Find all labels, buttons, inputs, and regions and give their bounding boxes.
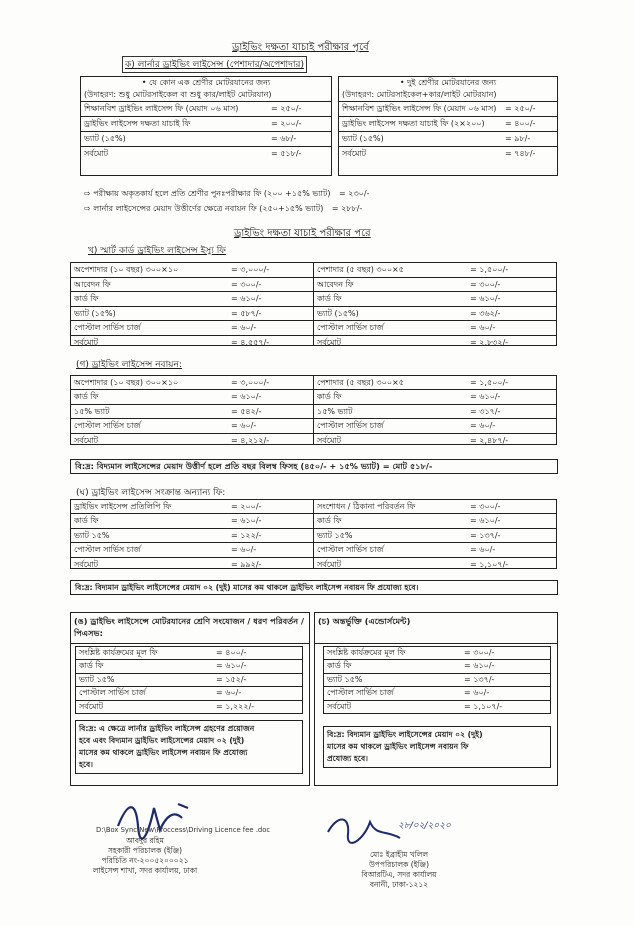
fee-label: পোস্টাল সার্ভিস চার্জ (74, 421, 141, 431)
note-line: আবদুর রহিম (126, 836, 164, 845)
fee-row (314, 390, 556, 404)
fee-row (314, 514, 556, 528)
fee-value: = ১,৫০০/- (470, 265, 509, 274)
fee-label: ড্রাইভিং লাইসেন্স দক্ষতা যাচাই ফি (২×২০০) (342, 119, 485, 128)
fee-label: কার্ড ফি (327, 661, 352, 671)
fee-label: সংশোধন / ঠিকানা পরিবর্তন ফি (317, 502, 416, 511)
fee-row (339, 117, 557, 132)
fee-label: অপেশাদার (১০ বছর) ৩০০×১০ (74, 378, 179, 387)
fee-value: = ৯৯২/- (231, 559, 262, 569)
fee-label: কার্ড ফি (79, 661, 104, 671)
fee-row (324, 647, 550, 660)
fee-value: = ৬১০/- (231, 392, 262, 402)
fee-value: = ৬১০/- (216, 661, 247, 671)
fee-value: = ৫৪২/- (231, 406, 262, 416)
fee-row (76, 701, 302, 713)
note-line: বনানী, ঢাকা-১২১২ (369, 880, 429, 889)
left-signature-block (70, 836, 220, 876)
arrow-text: লার্নার লাইসেন্সের মেয়াদ উত্তীর্ণের ক্ষেত্রে নবায়ন ফি (২৫০+১৫% ভ্যাট) (93, 204, 324, 213)
fee-row (314, 278, 556, 293)
page-title: ড্রাইভিং দক্ষতা যাচাই পরীক্ষার পূর্বে (232, 42, 369, 53)
left-box-example: (উদাহরণ: শুধু মোটরসাইকেল বা শুধু কার/লাইট মোটরযান) (81, 89, 331, 102)
fee-label: সর্বমোট (74, 559, 99, 569)
right-box-example: (উদাহরণ: মোটরসাইকেল+কার/লাইট মোটরযান) (339, 89, 557, 102)
section-d-title: (ঘ) ড্রাইভিং লাইসেন্স সংক্রান্ত অন্যান্য ফি: (76, 488, 226, 498)
fee-label: ভ্যাট ১৫% (79, 674, 115, 684)
signature-date: ২৮/০২/২০২০ (398, 821, 451, 831)
fee-value: = ৬১০/- (470, 392, 501, 402)
section-f-note (323, 726, 551, 768)
fee-row (71, 514, 313, 528)
left-column (71, 376, 314, 444)
fee-value: = ২৫০/- (271, 104, 302, 113)
fee-label: ড্রাইভিং লাইসেন্স দক্ষতা যাচাই ফি (84, 119, 191, 128)
fee-row (314, 263, 556, 278)
fee-row (314, 336, 556, 350)
fee-value: = ১,১০৭/- (464, 701, 503, 711)
fee-row (71, 263, 313, 278)
fee-value: = ৪,২১২/- (231, 435, 270, 445)
fee-value: = ৬১০/- (470, 516, 501, 526)
fee-value: = ৪০০/- (216, 648, 247, 657)
fee-value: = ৬০/- (470, 323, 496, 332)
left-fee-box (80, 76, 332, 176)
fee-value: = ২,৪৮৭/- (470, 435, 509, 445)
note-line: হবে এবং বিদ্যমান ড্রাইভিং লাইসেন্সের মেয়াদ ০২ (দুই) (79, 735, 245, 745)
fee-row (314, 419, 556, 433)
fee-row (71, 405, 313, 419)
note-line: সহকারী পরিচালক (ইঞ্জি) (107, 846, 183, 855)
fee-label: সংশ্লিষ্ট কার্যক্রমের মূল ফি (327, 648, 406, 657)
fee-label: ভ্যাট ১৫% (327, 674, 363, 684)
fee-value: = ৩০০/- (231, 279, 262, 289)
fee-value: = ১৩৭/- (470, 530, 501, 540)
right-column (314, 500, 556, 568)
fee-label: পোস্টাল সার্ভিস চার্জ (317, 421, 384, 431)
note-line: মোঃ ইব্রাহীম খলিল (369, 850, 429, 859)
fee-row (314, 307, 556, 322)
section-d-note: বি:দ্র: বিদ্যমান ড্রাইভিং লাইসেন্সের মেয়াদ ০২ (দুই) মাসের কম থাকলে ড্রাইভিং লাইসেন্স নবায়ন ফি প্রযোজ্য হবে। (70, 580, 558, 595)
fee-row (81, 102, 331, 117)
fee-value: = ৬১০/- (464, 661, 495, 671)
fee-label: কার্ড ফি (74, 294, 99, 303)
fee-label: সর্বমোট (84, 149, 109, 158)
fee-value: = ৬১০/- (231, 294, 262, 303)
fee-label: আবেদন ফি (317, 279, 354, 289)
note-line: মাসের কম থাকলে ড্রাইভিং লাইসেন্স নবায়ন ফি (327, 741, 469, 751)
section-e-box (70, 612, 310, 786)
right-box-heading: • দুই শ্রেণীর মোটরযানের জন্য (399, 78, 497, 87)
section-c-note: বি:দ্র: বিদ্যমান লাইসেন্সের মেয়াদ উত্তীর্ণ হলে প্রতি বছর বিলম্ব ফিসহ (৪৫০/- + ১৫% ভ্যাট) = মোট ৫১৮/- (70, 459, 558, 474)
fee-row (81, 147, 331, 161)
fee-value: = ৪,৫৫৭/- (231, 337, 270, 347)
fee-row (71, 292, 313, 307)
fee-value: = ৬১০/- (470, 294, 501, 303)
fee-label: কার্ড ফি (74, 392, 99, 402)
fee-label: পোস্টাল সার্ভিস চার্জ (327, 688, 394, 698)
fee-label: পেশাদার (৫ বছর) ৩০০×৫ (317, 378, 404, 387)
fee-row (81, 132, 331, 147)
fee-value: = ৬০/- (231, 545, 257, 555)
arrow-text: পরীক্ষায় অকৃতকার্য হলে প্রতি শ্রেণীর পুনঃপরীক্ষার ফি (২০০ +১৫% ভ্যাট) (93, 189, 331, 198)
fee-label: সর্বমোট (317, 559, 342, 569)
right-column (314, 263, 556, 345)
fee-label: ১৫% ভ্যাট (317, 406, 353, 416)
note-line: মাসের কম থাকলে ড্রাইভিং লাইসেন্স নবায়ন ফি প্রযোজ্য (79, 747, 248, 757)
fee-label: শিক্ষানবিশ ড্রাইভিং লাইসেন্স ফি (মেয়াদ ০৬ মাস) (84, 104, 239, 113)
fee-label: ভ্যাট (১৫%) (84, 134, 126, 143)
section-f-title: (চ) অন্তর্ভুক্তি (এন্ডোর্সমেন্ট) (315, 613, 557, 644)
fee-label: পোস্টাল সার্ভিস চার্জ (317, 545, 384, 555)
left-box-heading: • যে কোন এক শ্রেণীর মোটরযানের জন্য (141, 78, 271, 87)
section-c-title: (গ) ড্রাইভিং লাইসেন্স নবায়ন: (76, 360, 182, 370)
note-line: বিআরটিএ, সদর কার্যালয় (361, 870, 437, 879)
fee-row (71, 307, 313, 322)
fee-row (76, 674, 302, 687)
arrow-value: = ২৮৮/- (331, 204, 363, 213)
fee-value: = ৬৮/- (271, 134, 297, 143)
right-signature-icon (320, 808, 410, 848)
fee-row (71, 321, 313, 336)
fee-row (71, 529, 313, 543)
fee-value: = ৩০০/- (470, 279, 501, 289)
fee-row (339, 147, 557, 161)
fee-value: = ২০০/- (271, 119, 302, 128)
fee-label: সর্বমোট (317, 435, 342, 445)
fee-label: ভ্যাট (১৫%) (74, 308, 116, 318)
fee-label: সর্বমোট (327, 701, 352, 711)
fee-row (76, 660, 302, 673)
fee-value: = ৫১৮/- (271, 149, 302, 158)
note-line: লাইসেন্স শাখা, সদর কার্যালয়, ঢাকা (92, 866, 198, 875)
section-e-note (75, 720, 303, 774)
fee-value: = ৯৮/- (505, 134, 531, 143)
fee-row (71, 543, 313, 557)
fee-row (314, 543, 556, 557)
note-line: পরিচিতি নং-২০০৫২০০০২১ (101, 856, 189, 865)
arrow-line-2 (84, 203, 362, 216)
fee-row (71, 500, 313, 514)
fee-label: ভ্যাট (১৫%) (317, 308, 359, 318)
fee-value: = ১৫২/- (216, 674, 247, 684)
fee-value: = ৩৬২/- (470, 308, 501, 318)
fee-row (71, 376, 313, 390)
file-path: D:\Box Sync\New\Proccess\Driving Licence fee .doc (96, 826, 271, 834)
fee-label: কার্ড ফি (74, 516, 99, 526)
section-e-title: (ঙ) ড্রাইভিং লাইসেন্সে মোটরযানের শ্রেণি সংযোজন / ধরণ পরিবর্তন / পিএসভ: (71, 613, 309, 644)
fee-row (71, 434, 313, 447)
section-a-title: ক) লার্নার ড্রাইভিং লাইসেন্স (পেশাদার/অপেশাদার) (122, 56, 307, 73)
fee-value: = ২,৮৩২/- (470, 337, 509, 347)
fee-value: = ৬০/- (216, 688, 242, 698)
fee-row (324, 674, 550, 687)
fee-value: = ৩,০০০/- (231, 378, 270, 387)
fee-value: = ৬০/- (231, 421, 257, 431)
fee-row (314, 376, 556, 390)
right-signature-block (324, 850, 474, 890)
fee-row (339, 132, 557, 147)
fee-row (81, 117, 331, 132)
fee-row (324, 660, 550, 673)
fee-value: = ৪০০/- (505, 119, 536, 128)
fee-value: = ৬১০/- (231, 516, 262, 526)
fee-label: পেশাদার (৫ বছর) ৩০০×৫ (317, 265, 404, 274)
fee-value: = ১,৫০০/- (470, 378, 509, 387)
section-f-box (314, 612, 558, 786)
fee-row (71, 558, 313, 571)
fee-row (314, 321, 556, 336)
section-b-title: খ) স্মার্ট কার্ড ড্রাইভিং লাইসেন্স ইস্যু ফি (88, 246, 226, 256)
fee-value: = ৩১৭/- (470, 406, 501, 416)
fee-label: পোস্টাল সার্ভিস চার্জ (79, 688, 146, 698)
fee-label: সর্বমোট (342, 149, 367, 158)
fee-value: = ১,২২২/- (216, 701, 255, 711)
fee-row (314, 292, 556, 307)
section-c-table (70, 375, 557, 445)
left-column (71, 263, 314, 345)
fee-label: ভ্যাট ১৫% (317, 530, 353, 540)
fee-label: পোস্টাল সার্ভিস চার্জ (74, 545, 141, 555)
fee-row (76, 647, 302, 660)
fee-value: = ৭৪৮/- (505, 149, 536, 158)
arrow-right-icon: ⇨ (84, 189, 91, 198)
note-line: উপপরিচালক (ইঞ্জি) (368, 860, 430, 869)
after-title: ড্রাইভিং দক্ষতা যাচাই পরীক্ষার পরে (234, 228, 371, 239)
fee-label: আবেদন ফি (74, 279, 111, 289)
fee-label: শিক্ষানবিশ ড্রাইভিং লাইসেন্স ফি (মেয়াদ ০৬ মাস) (342, 104, 497, 113)
fee-row (71, 278, 313, 293)
note-line: বি:দ্র: এ ক্ষেত্রে লার্নার ড্রাইভিং লাইসেন্স গ্রহণের প্রয়োজন (79, 723, 255, 733)
fee-value: = ১২২/- (231, 530, 262, 540)
fee-value: = ৩০০/- (470, 502, 501, 511)
fee-value: = ১,১০৭/- (470, 559, 509, 569)
fee-value: = ২০০/- (231, 502, 262, 511)
fee-row (314, 500, 556, 514)
fee-row (339, 102, 557, 117)
fee-row (71, 336, 313, 350)
fee-label: সর্বমোট (74, 435, 99, 445)
section-b-table (70, 262, 557, 346)
fee-value: = ২৫০/- (505, 104, 536, 113)
fee-label: ১৫% ভ্যাট (74, 406, 110, 416)
fee-value: = ১৩৭/- (464, 674, 495, 684)
fee-row (71, 419, 313, 433)
fee-value: = ৫৮৭/- (231, 308, 262, 318)
note-line: প্রযোজ্য হবে। (327, 753, 368, 763)
fee-value: = ৬০/- (231, 323, 257, 332)
fee-value: = ৬০/- (470, 545, 496, 555)
fee-label: ভ্যাট ১৫% (74, 530, 110, 540)
fee-row (314, 434, 556, 447)
left-column (71, 500, 314, 568)
fee-label: পোস্টাল সার্ভিস চার্জ (74, 323, 141, 332)
note-line: হবে। (79, 759, 93, 769)
fee-row (314, 405, 556, 419)
fee-row (76, 687, 302, 700)
arrow-right-icon: ⇨ (84, 204, 91, 213)
fee-row (71, 390, 313, 404)
fee-value: = ৩০০/- (464, 648, 495, 657)
fee-label: সর্বমোট (317, 337, 342, 347)
fee-label: সর্বমোট (79, 701, 104, 711)
fee-row (324, 687, 550, 700)
fee-label: সংশ্লিষ্ট কার্যক্রমের মূল ফি (79, 648, 158, 657)
fee-value: = ৬০/- (464, 688, 490, 698)
fee-row (314, 558, 556, 571)
fee-label: কার্ড ফি (317, 516, 342, 526)
fee-row (324, 701, 550, 713)
fee-row (314, 529, 556, 543)
right-fee-box (338, 76, 558, 176)
fee-label: ড্রাইভিং লাইসেন্স প্রতিলিপি ফি (74, 502, 172, 511)
fee-value: = ৩,০০০/- (231, 265, 270, 274)
fee-label: ভ্যাট (১৫%) (342, 134, 384, 143)
arrow-line-1 (84, 188, 369, 201)
fee-label: কার্ড ফি (317, 392, 342, 402)
section-d-table (70, 499, 557, 569)
fee-label: কার্ড ফি (317, 294, 342, 303)
right-column (314, 376, 556, 444)
fee-label: পোস্টাল সার্ভিস চার্জ (317, 323, 384, 332)
fee-label: অপেশাদার (১০ বছর) ৩০০×১০ (74, 265, 179, 274)
fee-value: = ৬০/- (470, 421, 496, 431)
note-line: বি:দ্র: বিদ্যমান ড্রাইভিং লাইসেন্সের মেয়াদ ০২ (দুই) (327, 729, 483, 739)
fee-label: সর্বমোট (74, 337, 99, 347)
arrow-value: = ২৩০/- (339, 189, 370, 198)
